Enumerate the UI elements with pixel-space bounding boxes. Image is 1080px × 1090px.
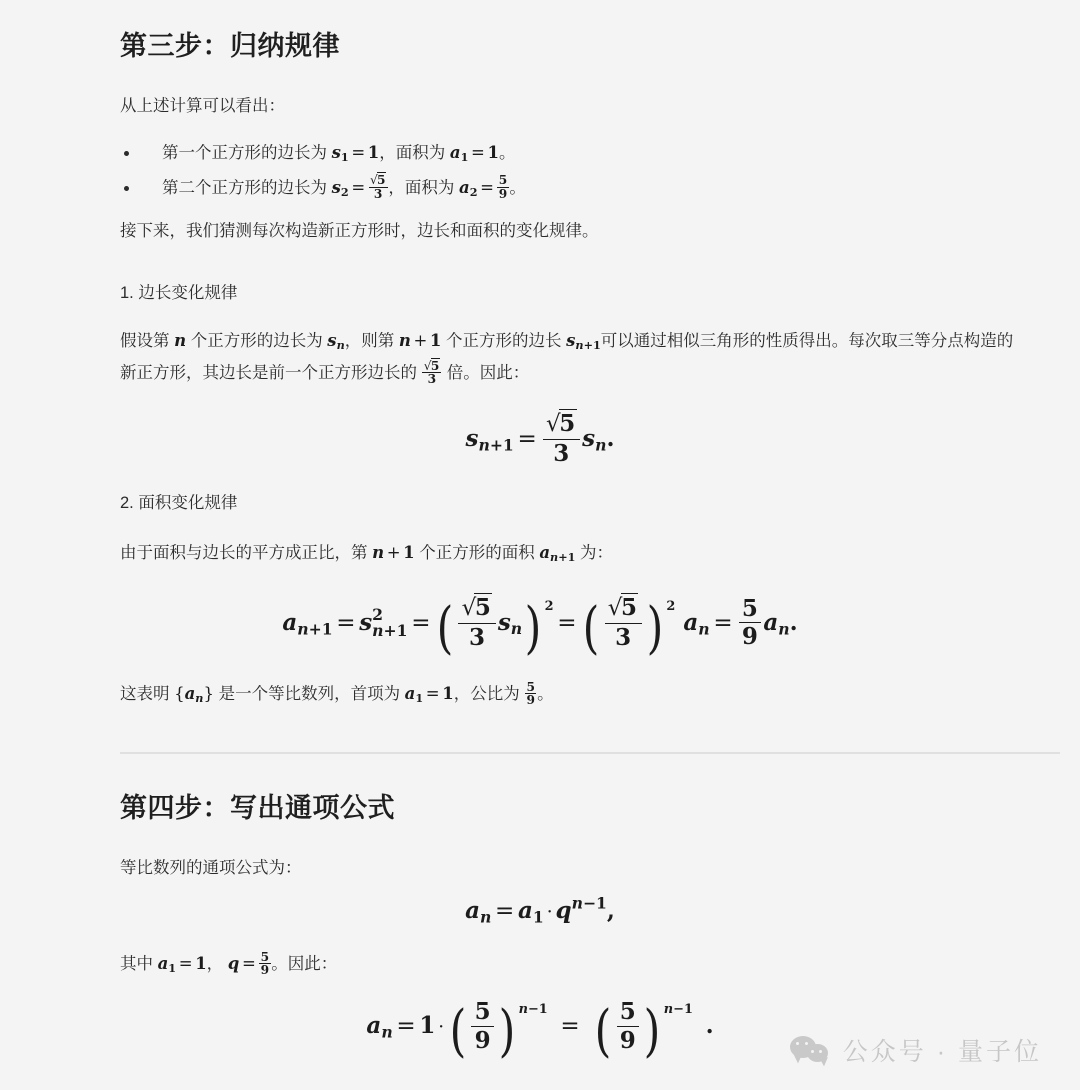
sl-math-sn: $s_n$ [327, 331, 345, 353]
subsection-title-area: 2. 面积变化规律 [120, 494, 238, 512]
ar-math-n-plus-1: n + 1 [372, 543, 415, 562]
sl-text-2: 个正方形的边长为 [190, 332, 323, 350]
sl-text-5: 可以通过相似三角形的性质得出。每次取三等分点构造的新正方形，其边长是前一个正方形边长的 [120, 332, 1014, 383]
wechat-icon [790, 1035, 830, 1065]
bullet-1-math-2: $a_1 = 1$ [449, 143, 499, 165]
ar-text-3: 为： [580, 544, 614, 562]
summary-bullet-list [120, 136, 1020, 205]
watermark [790, 1032, 1042, 1068]
ar-math-an1: $a_{n+1}$ [539, 543, 576, 565]
display-equation-general-wrap [0, 893, 1080, 926]
display-equation-side-length-wrap [0, 412, 1080, 468]
bullet-2-math-2: $a_2$ = $\frac{5}{9}$ [458, 173, 508, 201]
cn-text-2: 是一个等比数列，首项为 [218, 685, 401, 703]
cn-text-3: ，公比为 [453, 685, 520, 703]
after-bullets-paragraph [120, 215, 1020, 247]
display-equation-area: $a_{n+1} = s$ 2 n+1 = ( $\frac{√5}{3}$ $s_n$) 2= ( $\frac{√5}{3}$ ) 2 $a_n$ = $\frac{5}{9}$ $a_n$. [282, 594, 798, 661]
bullet-2-middle: ，面积为 [388, 178, 455, 197]
gf-text-2: ， [206, 955, 224, 973]
area-paragraph [120, 537, 1020, 569]
gf-math-q: q = $\frac{5}{9}$ [227, 949, 270, 978]
ar-text-2: 个正方形的面积 [419, 544, 535, 562]
general-formula-values [120, 948, 1020, 980]
ar-text-1: 由于面积与边长的平方成正比，第 [120, 544, 368, 562]
intro-text: 从上述计算可以看出： [120, 97, 285, 115]
watermark-text: 公众号 · 量子位 [842, 1038, 1042, 1066]
display-equation-area-wrap [0, 594, 1080, 661]
sl-math-n: n [174, 331, 187, 350]
side-length-paragraph [120, 325, 1020, 389]
section-step-four [120, 790, 1020, 826]
subsection-1-body [120, 325, 1020, 389]
display-equation-final: $a_n = 1$ ·( $\frac{5}{9}$ ) n−1= ( $\frac{5}{9}$ ) n−1. [366, 998, 714, 1065]
display-equation-general-formula: $a_n = a_1 \cdot q^{n-1}$, [465, 893, 615, 927]
display-equation-side-length: $s_{n+1}$ = $\frac{√5}{3}$ $s_n$. [465, 410, 615, 467]
cn-math-ratio: $\frac{5}{9}$ [526, 679, 535, 708]
bullet-2-prefix: 第二个正方形的边长为 [162, 178, 327, 197]
subsection-1-title-wrap [120, 281, 1020, 306]
sl-text-6: 倍。因此： [446, 364, 530, 383]
bullet-1-suffix: 。 [498, 144, 516, 162]
general-formula-intro: 等比数列的通项公式为： [120, 859, 302, 877]
after-bullets-text: 接下来，我们猜测每次构造新正方形时，边长和面积的变化规律。 [120, 222, 599, 240]
sl-text-1: 假设第 [120, 332, 170, 350]
page-title-step-four: 第四步：写出通项公式 [120, 793, 395, 823]
bullet-2-suffix: 。 [509, 178, 526, 197]
sl-math-n-plus-1: n + 1 [398, 331, 442, 350]
cn-math-set: $\{a_n\}$ [174, 684, 214, 706]
list-item [120, 136, 1020, 171]
gf-math-a1: $a_1 = 1$ [157, 954, 207, 976]
page-title-step-three: 第三步：归纳规律 [120, 31, 340, 61]
gf-text-1: 其中 [120, 955, 153, 973]
sl-text-3: ，则第 [344, 332, 395, 350]
cn-text-4: 。 [537, 685, 554, 703]
subsection-2-body [120, 537, 1020, 569]
list-item [120, 171, 1020, 206]
divider-line [120, 752, 1060, 754]
bullet-2-math-1: $s_2$ = $\frac{√5}{3}$ [332, 178, 389, 197]
section-three-intro [120, 90, 1020, 122]
area-conclusion [120, 678, 1020, 710]
bullet-dot-icon [124, 151, 129, 156]
subsection-2-title-wrap [120, 491, 1020, 516]
sl-math-sn1: $s_{n+1}$ [566, 331, 601, 353]
bullet-1-middle: ，面积为 [379, 144, 446, 162]
general-formula-values-wrap [120, 948, 1020, 980]
section-four-intro [120, 852, 1020, 884]
cn-math-a1: $a_1 = 1$ [404, 684, 454, 706]
section-step-three [120, 28, 1020, 64]
sl-math-frac: $\frac{√5}{3}$ [422, 363, 443, 382]
cn-text-1: 这表明 [120, 685, 170, 703]
subsection-title-side-length: 1. 边长变化规律 [120, 284, 238, 302]
area-conclusion-wrap [120, 678, 1020, 710]
gf-text-3: 。因此： [271, 955, 338, 973]
bullet-1-math-1: $s_1 = 1$ [331, 143, 380, 165]
section-divider [120, 752, 1060, 754]
sl-text-4: 个正方形的边长 [446, 332, 562, 350]
bullet-dot-icon [124, 186, 129, 191]
bullet-1-prefix: 第一个正方形的边长为 [162, 144, 327, 162]
